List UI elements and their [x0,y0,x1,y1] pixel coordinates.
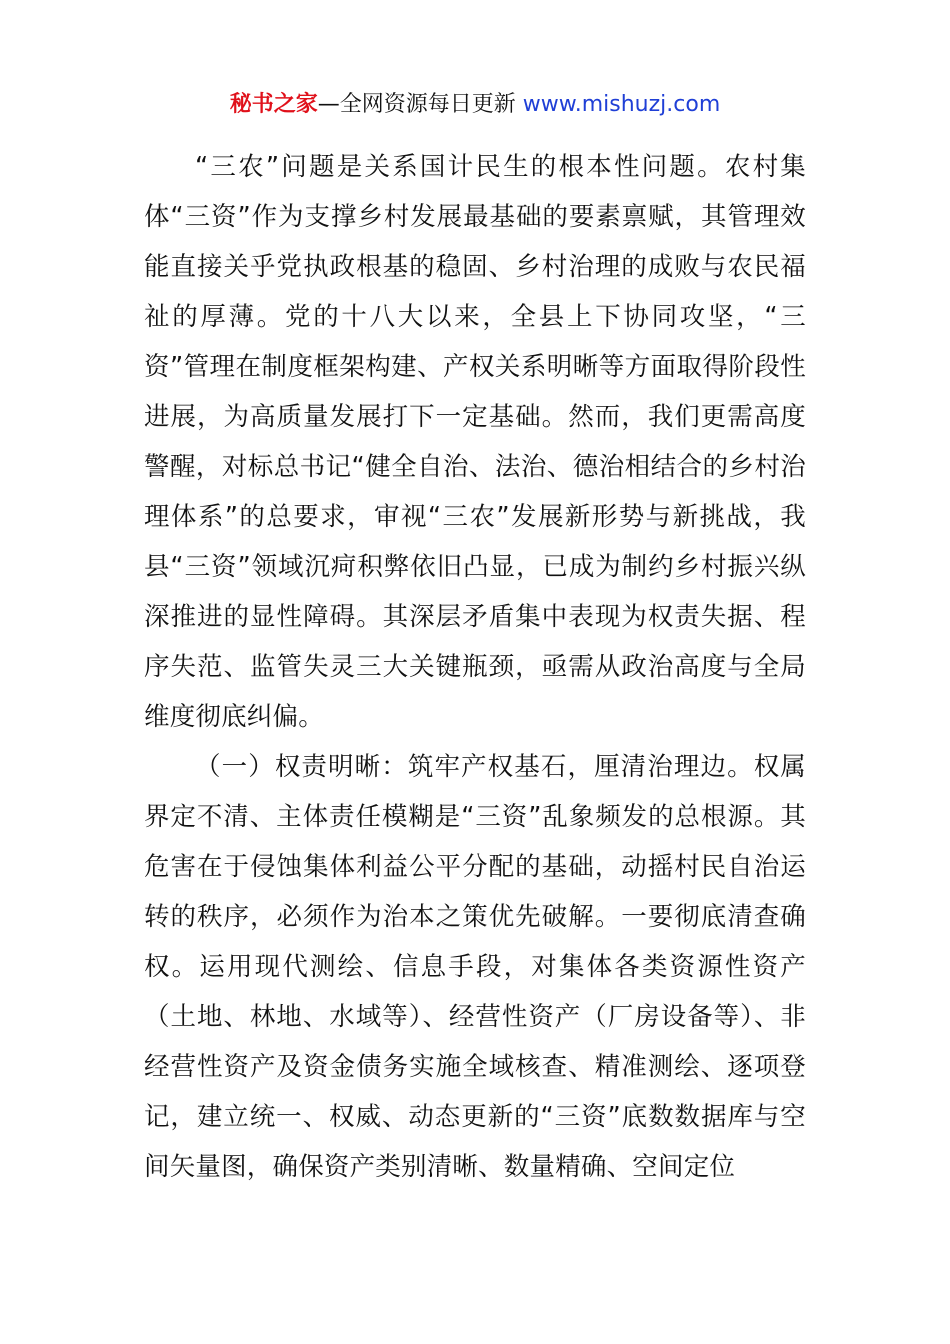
page-header [0,88,950,122]
header-site-link[interactable]: www.mishuzj.com [522,92,721,117]
header-brand: 秘书之家 [229,92,318,117]
header-tagline: —全网资源每日更新 [317,92,516,117]
paragraph-section-1: （一）权责明晰：筑牢产权基石，厘清治理边。权属界定不清、主体责任模糊是“三资”乱象频发的总根源。其危害在于侵蚀集体利益公平分配的基础，动摇村民自治运转的秩序，必须作为治本之策优先破解。一要彻底清查确权。运用现代测绘、信息手段，对集体各类资源性资产（土地、林地、水域等）、经营性资产（厂房设备等）、非经营性资产及资金债务实施全域核查、精准测绘、逐项登记，建立统一、权威、动态更新的“三资”底数数据库与空间矢量图，确保资产类别清晰、数量精确、空间定位 [144,752,806,1182]
document-body [144,142,806,1192]
paragraph-intro: “三农”问题是关系国计民生的根本性问题。农村集体“三资”作为支撑乡村发展最基础的要素禀赋，其管理效能直接关乎党执政根基的稳固、乡村治理的成败与农民福祉的厚薄。党的十八大以来，全县上下协同攻坚，“三资”管理在制度框架构建、产权关系明晰等方面取得阶段性进展，为高质量发展打下一定基础。然而，我们更需高度警醒，对标总书记“健全自治、法治、德治相结合的乡村治理体系”的总要求，审视“三农”发展新形势与新挑战，我县“三资”领域沉疴积弊依旧凸显，已成为制约乡村振兴纵深推进的显性障碍。其深层矛盾集中表现为权责失据、程序失范、监管失灵三大关键瓶颈，亟需从政治高度与全局维度彻底纠偏。 [144,152,806,732]
